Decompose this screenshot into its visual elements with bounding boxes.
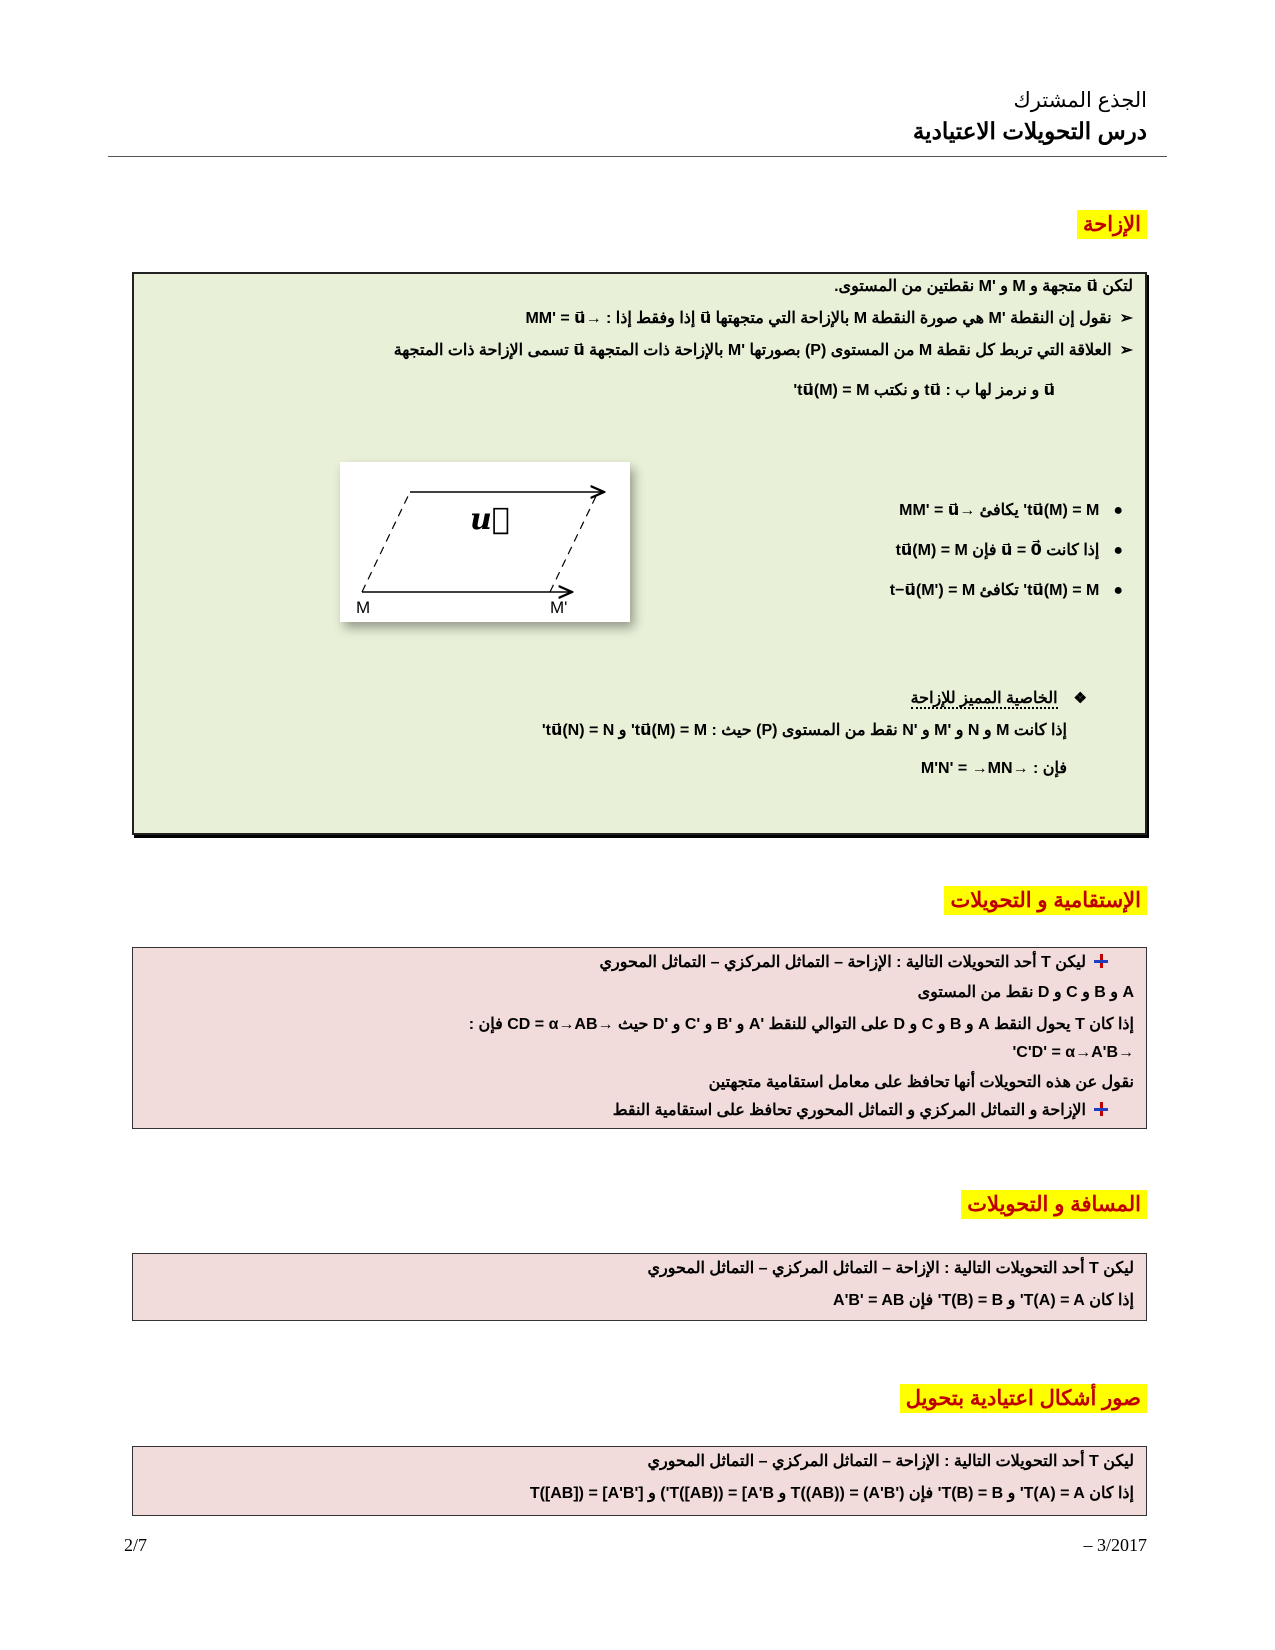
page-title: درس التحويلات الاعتيادية — [912, 118, 1147, 144]
arrow-bullet-icon: ➢ — [1119, 342, 1133, 359]
section-title-translation: الإزاحة — [1077, 210, 1147, 239]
collinearity-line-6: الإزاحة و التماثل المركزي و التماثل المحوري تحافظ على استقامية النقط — [613, 1100, 1108, 1120]
side-dashed-right — [550, 492, 598, 592]
section-title-collinearity: الإستقامية و التحويلات — [944, 886, 1147, 915]
section-title-shapes: صور أشكال اعتيادية بتحويل — [900, 1384, 1147, 1413]
header-divider — [108, 156, 1167, 157]
section-title-distance: المسافة و التحويلات — [961, 1190, 1147, 1219]
translation-bullet-1: ➢نقول إن النقطة 'M هي صورة النقطة M بالإزاحة التي متجهتها u⃗ إذا وفقط إذا : →MM' = u⃗ — [525, 310, 1133, 327]
translation-property-title-row — [911, 688, 1087, 708]
translation-prop-3: ●tu⃗(M) = M' تكافئ t−u⃗(M') = M — [889, 582, 1123, 599]
distance-line-2: إذا كان T(A) = A' و T(B) = B' فإن A'B' = AB — [833, 1292, 1134, 1309]
bullet-dot-icon: ● — [1113, 542, 1123, 559]
collinearity-line-4: →C'D' = α→A'B' — [1012, 1044, 1134, 1061]
translation-prop-1: ●tu⃗(M) = M' يكافئ →MM' = u⃗ — [899, 502, 1123, 519]
translation-intro: لتكن u⃗ متجهة و M و 'M نقطتين من المستوى. — [834, 278, 1133, 295]
property-line-1: إذا كانت M و N و 'M و 'N نقط من المستوى (P) حيث : tu⃗(M) = M' و tu⃗(N) = N' — [541, 722, 1067, 739]
translation-bullet-2: ➢العلاقة التي تربط كل نقطة M من المستوى (P) بصورتها 'M بالإزاحة ذات المتجهة u⃗ تسمى الإزاحة ذات المتجهة — [393, 342, 1133, 359]
translation-prop-2: ●إذا كانت u⃗ = 0⃗ فإن tu⃗(M) = M — [895, 542, 1123, 559]
property-line-2: فإن : →M'N' = →MN — [920, 760, 1067, 777]
side-dashed-left — [362, 492, 410, 592]
bullet-dot-icon: ● — [1113, 502, 1123, 519]
shapes-line-1: ليكن T أحد التحويلات التالية : الإزاحة – التماثل المركزي – التماثل المحوري — [647, 1453, 1134, 1470]
plus-bullet-icon — [1094, 1102, 1108, 1116]
diamond-bullet-icon: ❖ — [1073, 690, 1087, 707]
shapes-box — [132, 1446, 1147, 1516]
distance-line-1: ليكن T أحد التحويلات التالية : الإزاحة – التماثل المركزي – التماثل المحوري — [647, 1260, 1134, 1277]
collinearity-line-1: ليكن T أحد التحويلات التالية : الإزاحة – التماثل المركزي – التماثل المحوري — [600, 952, 1109, 972]
collinearity-line-2: A و B و C و D نقط من المستوى — [917, 984, 1134, 1001]
arrow-bullet-icon: ➢ — [1119, 310, 1133, 327]
collinearity-line-5: نقول عن هذه التحويلات أنها تحافظ على معامل استقامية متجهتين — [708, 1074, 1134, 1091]
page-number: 2/7 — [124, 1535, 148, 1555]
collinearity-line-3: إذا كان T يحول النقط A و B و C و D على التوالي للنقط 'A و 'B و 'C و 'D حيث →CD = α→AB فإن : — [468, 1016, 1134, 1033]
label-m-prime: M' — [550, 598, 568, 617]
translation-box — [132, 272, 1147, 835]
collinearity-box — [132, 947, 1147, 1129]
shapes-line-2: إذا كان T(A) = A' و T(B) = B' فإن T((AB)) = (A'B') و T([AB)) = [A'B') و T([AB]) = [A'B'] — [529, 1485, 1134, 1502]
vector-label: u⃗ — [470, 502, 510, 537]
header-subtitle: الجذع المشترك — [1013, 89, 1147, 112]
footer-date: – 3/2017 — [1083, 1535, 1147, 1555]
parallelogram-diagram — [340, 462, 630, 622]
translation-bullet-2-cont: u⃗ و نرمز لها ب : tu⃗ و نكتب tu⃗(M) = M' — [793, 382, 1055, 399]
distance-box — [132, 1253, 1147, 1321]
property-title: الخاصية المميز للإزاحة — [910, 690, 1058, 707]
plus-bullet-icon — [1094, 954, 1108, 968]
bullet-dot-icon: ● — [1113, 582, 1123, 599]
translation-figure — [340, 462, 630, 622]
label-m: M — [356, 598, 371, 617]
